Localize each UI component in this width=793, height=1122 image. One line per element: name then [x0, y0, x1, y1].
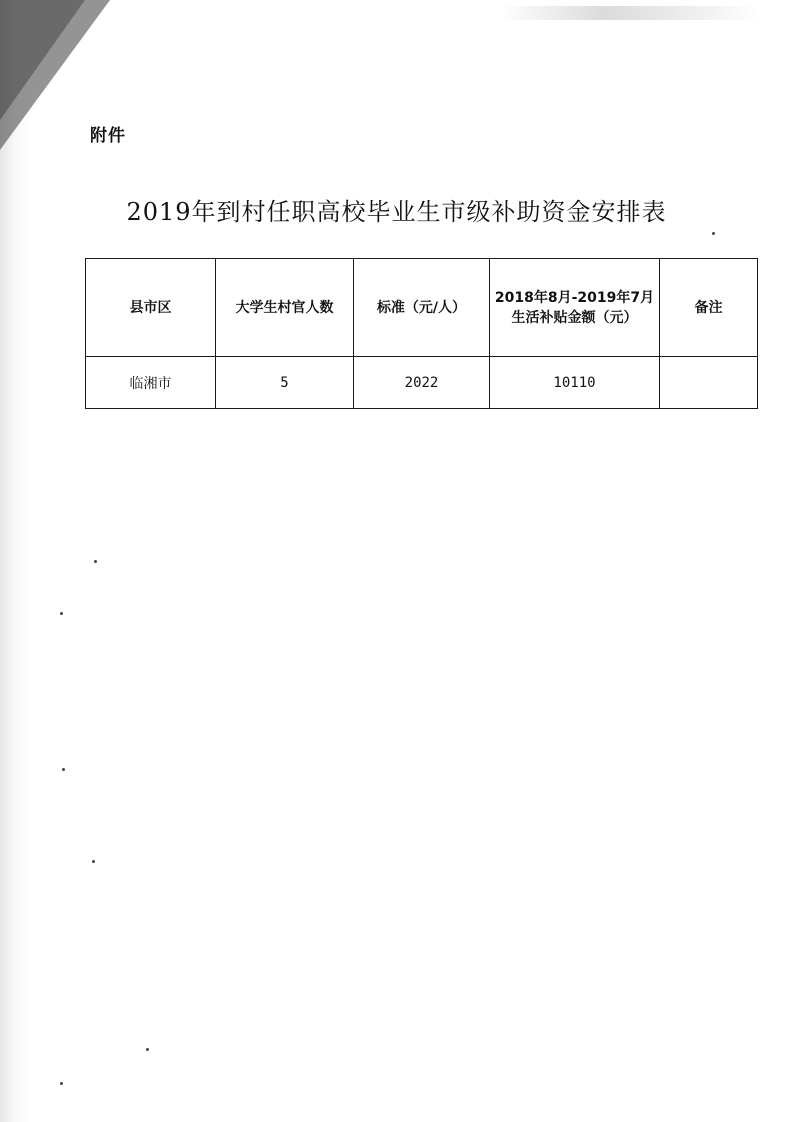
scan-speck — [94, 560, 97, 563]
cell-amount: 10110 — [490, 357, 660, 409]
header-remark: 备注 — [660, 259, 758, 357]
scan-speck — [92, 860, 95, 863]
table-header-row — [86, 259, 758, 357]
header-standard: 标准（元/人） — [354, 259, 490, 357]
scan-speck — [60, 612, 63, 615]
cell-county: 临湘市 — [86, 357, 216, 409]
header-county: 县市区 — [86, 259, 216, 357]
header-village-official-count: 大学生村官人数 — [216, 259, 354, 357]
table-row — [86, 357, 758, 409]
scan-smudge — [500, 6, 760, 20]
document-title: 2019年到村任职高校毕业生市级补助资金安排表 — [126, 198, 667, 226]
scan-shadow-edge — [0, 0, 30, 1122]
scan-speck — [62, 768, 65, 771]
header-subsidy-amount-label: 生活补贴金额（元） — [511, 309, 638, 326]
cell-standard: 2022 — [354, 357, 490, 409]
header-subsidy-amount-period: 2018年8月-2019年7月 — [494, 289, 655, 306]
scan-speck — [712, 232, 715, 235]
cell-count: 5 — [216, 357, 354, 409]
header-subsidy-amount — [490, 259, 660, 357]
scan-speck — [60, 1082, 63, 1085]
attachment-label: 附件 — [90, 126, 126, 146]
subsidy-table — [85, 258, 758, 409]
cell-remark — [660, 357, 758, 409]
scan-folded-corner-shade — [0, 0, 85, 120]
scan-speck — [146, 1048, 149, 1051]
